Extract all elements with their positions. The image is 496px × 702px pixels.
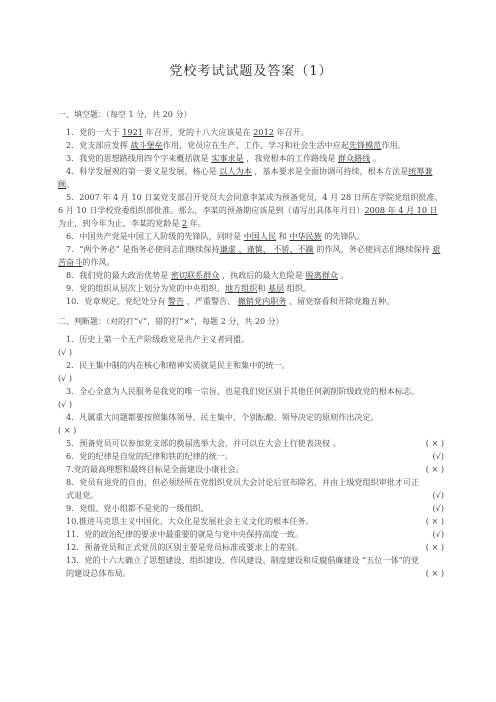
answer-blank: 警告 bbox=[167, 296, 185, 306]
fill-question: 1．党的一大于 1921 年召开，党的十八大应该是在 2012 年召开。 bbox=[66, 127, 309, 137]
answer-blank: 2 bbox=[181, 218, 188, 228]
answer-blank: 先锋模范 bbox=[348, 140, 382, 150]
answer-blank: 艰苦奋斗 bbox=[58, 244, 441, 267]
answer-blank: 1921 bbox=[122, 127, 143, 137]
answer-blank: 基层 bbox=[268, 283, 285, 293]
document-title: 党校考试试题及答案（1） bbox=[169, 64, 333, 79]
judge-question: 8．党员有退党的自由，但必须经所在党组织党员大会讨论后宣布除名，并由上级党组织审批才可正式退党。 bbox=[66, 477, 420, 500]
judge-question: 10.推进马克思主义中国化、大众化是发展社会主义文化的根本任务。 bbox=[66, 516, 314, 526]
judge-row bbox=[58, 554, 444, 580]
fill-question: 3．我党的思想路线用四个字来概括就是 实事求是 ，我党根本的工作路线是 群众路线 。 bbox=[66, 153, 381, 163]
judge-question: 3．全心全意为人民服务是我党的唯一宗旨，也是我们党区别于其他任何剥削阶级政党的根本标志。 bbox=[66, 386, 420, 396]
fill-question: 4．科学发展观的第一要义是发展，核心是 以人为本 ，基本要求是全面协调可持续，根本方法是统筹兼顾。 bbox=[58, 166, 433, 189]
judge-answer: (√ ) bbox=[58, 347, 73, 357]
judge-answer: (√ ) bbox=[58, 373, 73, 383]
answer-blank: 谦虚 、谨慎、 不骄、不躁 bbox=[219, 244, 314, 254]
fill-question: 5．2007 年 4 月 10 日某党支部召开党员大会同意李某成为预备党员，4 月 28 日所在学院党组织批准，6 月 10 日学校党委组织部批准。那么，李某的预备期应该是到（请写出具体年月日）2008 年 4 月 10 日为止，到今年为止，李某的党龄是 2 年。 bbox=[58, 192, 443, 228]
judge-row bbox=[58, 463, 444, 476]
judge-question: 4．凡属重大问题都要按照集体领导、民主集中、个别酝酿、领导决定的原则作出决定。 bbox=[66, 412, 379, 422]
answer-blank: 2012 bbox=[253, 127, 274, 137]
answer-blank: 密切联系群众 bbox=[170, 270, 220, 280]
judge-answer: (√) bbox=[432, 529, 444, 539]
section-judge-heading: 二、判断题：（对的打“√”，错的打“×”，每题 2 分，共 20 分） bbox=[58, 317, 284, 326]
answer-blank: 战斗堡垒 bbox=[130, 140, 163, 150]
judge-answer: (√) bbox=[432, 503, 444, 513]
judge-question: 5．预备党员可以参加党支部的换届选举大会，并可以在大会上行使表决权 。 bbox=[66, 438, 341, 448]
fill-question: 9．党的组织从层次上划分为党的中央组织、地方组织和 基层 组织。 bbox=[66, 283, 312, 293]
judge-question: 9．党组、党小组都不是党的一级组织。 bbox=[66, 503, 209, 513]
judge-answer: ( × ) bbox=[425, 568, 444, 578]
judge-answer: ( × ) bbox=[58, 425, 77, 435]
answer-blank: 实事求是 bbox=[211, 153, 244, 163]
judge-row bbox=[58, 541, 444, 554]
answer-blank: 群众路线 bbox=[337, 153, 371, 163]
judge-answer: ( × ) bbox=[425, 464, 444, 474]
judge-answer: (√) bbox=[432, 490, 444, 500]
judge-question: 12．预备党员和正式党员的区别主要是党员标准或要求上的差别。 bbox=[66, 542, 303, 552]
fill-question: 7．“两个务必” 是指务必使同志们继续保持谦虚 、谨慎、 不骄、不躁 的作风，务必使同志们继续保持 艰苦奋斗的作风。 bbox=[58, 244, 441, 267]
fill-question: 6．中国共产党是中国工人阶级的先锋队，同时是 中国人民 和 中华民族 的先锋队。 bbox=[66, 231, 365, 241]
answer-blank: 脱离群众 bbox=[305, 270, 338, 280]
fill-question: 8．我们党的最大政治优势是 密切联系群众 ，执政后的最大危险是 脱离群众 。 bbox=[66, 270, 349, 280]
fill-question: 10．党章规定，党纪处分有 警告 、严重警告、 撤销党内职务 、留党察看和开除党籍五种。 bbox=[66, 296, 395, 306]
section-fill-heading: 一、填空题：（每空 1 分，共 20 分） bbox=[58, 110, 192, 119]
judge-row bbox=[58, 502, 444, 515]
judge-row bbox=[58, 450, 444, 463]
judge-question: 2．民主集中制的内在核心和精神实质就是民主和集中的统一。 bbox=[66, 360, 290, 370]
judge-question: 6．党的纪律是自觉的纪律和铁的纪律的统一。 bbox=[66, 451, 234, 461]
judge-row bbox=[58, 515, 444, 528]
answer-blank: 以人为本 bbox=[219, 166, 252, 176]
answer-blank: 2008 年 4 月 10 日 bbox=[364, 205, 438, 215]
judge-answer: (√ ) bbox=[58, 399, 73, 409]
judge-row bbox=[58, 476, 444, 502]
answer-blank: 中国人民 bbox=[243, 231, 277, 241]
judge-answer: ( × ) bbox=[425, 438, 444, 448]
judge-answer: (√) bbox=[432, 451, 444, 461]
fill-questions bbox=[58, 126, 444, 308]
judge-answer: ( × ) bbox=[425, 516, 444, 526]
judge-row bbox=[58, 437, 444, 450]
fill-question: 2．党支部应发挥 战斗堡垒作用，党员应在生产、工作、学习和社会生活中应起先锋模范作用。 bbox=[66, 140, 406, 150]
answer-blank: 统筹兼顾 bbox=[58, 166, 433, 189]
judge-question: 1．历史上第一个无产阶级政党是共产主义者同盟。 bbox=[66, 334, 250, 344]
answer-blank: 中华民族 bbox=[289, 231, 322, 241]
answer-blank: 地方组织 bbox=[224, 283, 258, 293]
answer-blank: 撤销党内职务 bbox=[237, 296, 287, 306]
judge-question: 11．党的政治纪律的要求中最重要的就是与党中央保持高度一致。 bbox=[66, 529, 303, 539]
judge-questions bbox=[58, 333, 444, 580]
judge-question: 13．党的十六大确立了思想建设、组织建设、作风建设、制度建设和反腐倡廉建设 “五位一体”的党的建设总体布局。 bbox=[66, 555, 419, 578]
judge-question: 7.党的最高理想和最终目标是全面建设小康社会。 bbox=[66, 464, 244, 474]
judge-row bbox=[58, 528, 444, 541]
judge-answer: ( × ) bbox=[425, 542, 444, 552]
